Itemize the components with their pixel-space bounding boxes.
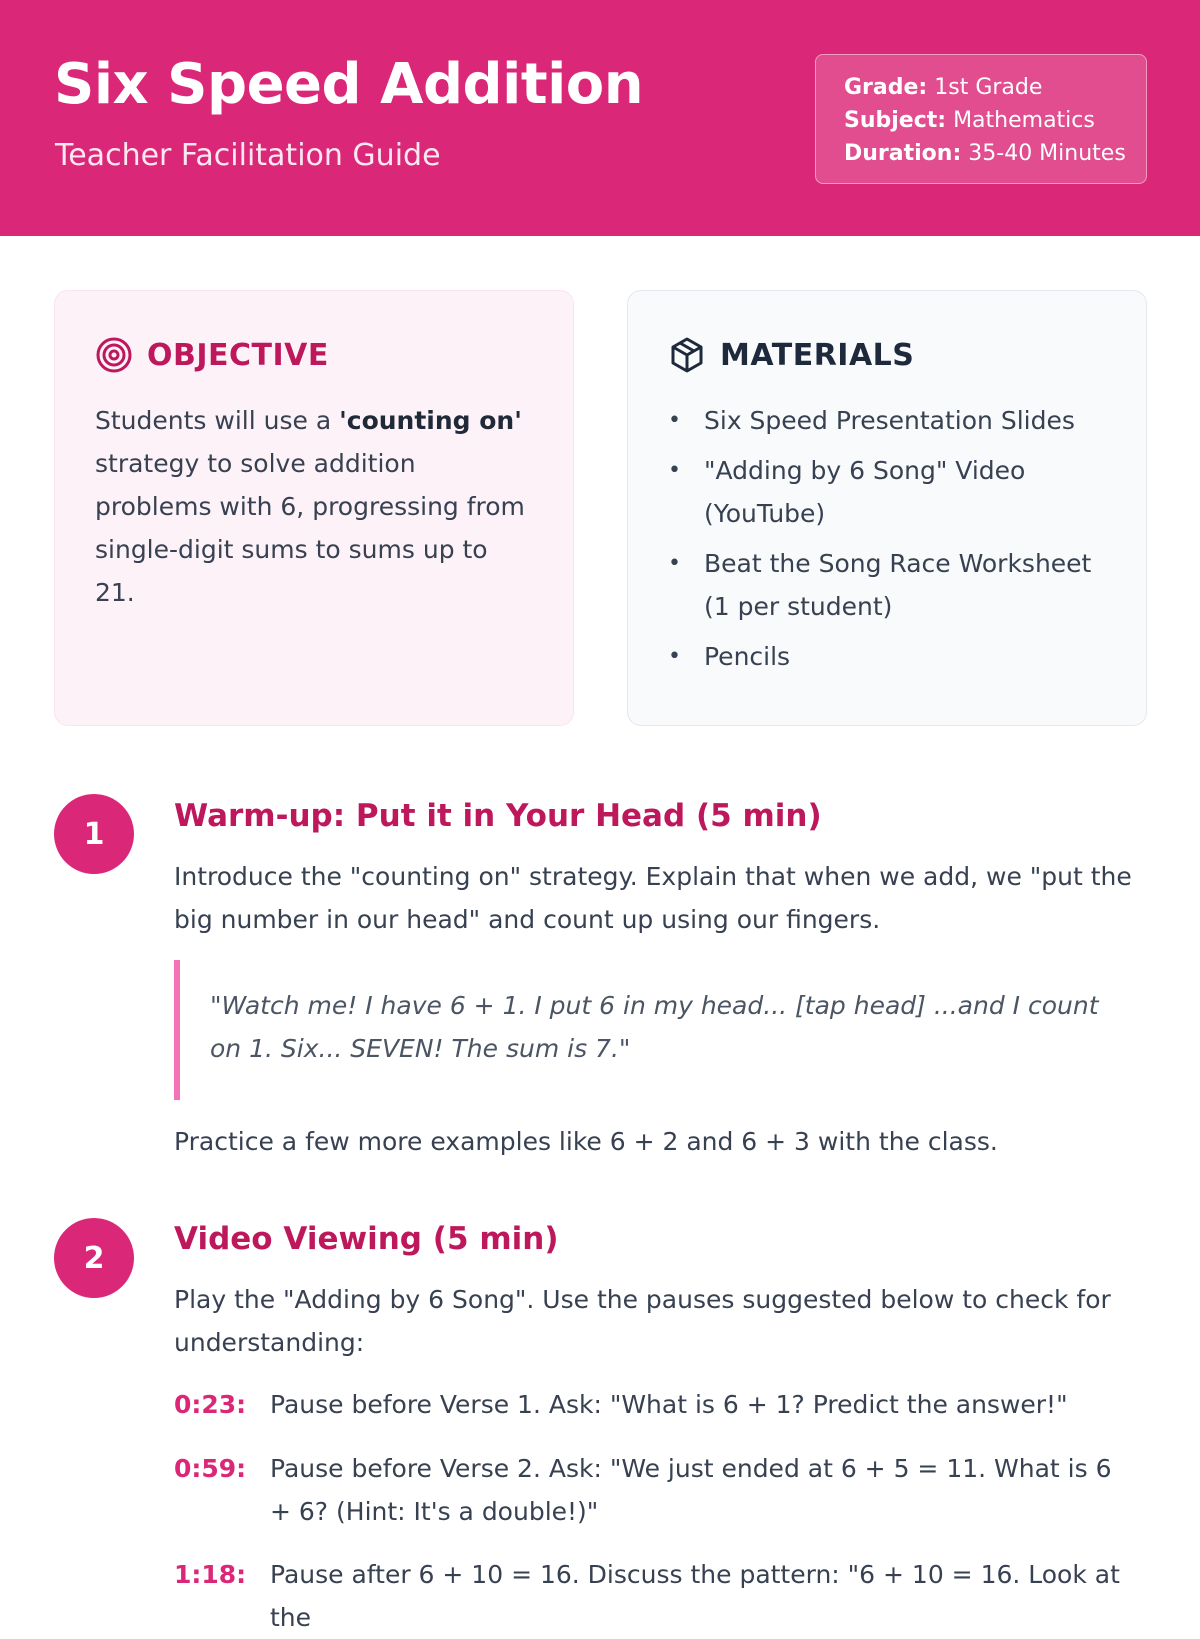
materials-header	[668, 333, 1106, 377]
meta-grade-value: 1st Grade	[934, 75, 1043, 100]
objective-text	[95, 399, 533, 614]
objective-title: OBJECTIVE	[147, 337, 329, 373]
meta-subject-label: Subject:	[844, 108, 947, 133]
meta-grade-label: Grade:	[844, 75, 928, 100]
objective-text-end: strategy to solve addition problems with 6, progressing from single-digit sums to sums up to 21.	[95, 449, 525, 607]
step-2-intro: Play the "Adding by 6 Song". Use the pauses suggested below to check for understanding:	[174, 1285, 1111, 1357]
list-item: • Pencils	[668, 642, 791, 671]
meta-duration	[844, 137, 1146, 170]
objective-text-bold: 'counting on'	[339, 406, 522, 435]
materials-title: MATERIALS	[720, 337, 915, 373]
lesson-meta-box	[815, 54, 1147, 184]
material-text: "Adding by 6 Song" Video (YouTube)	[704, 456, 1026, 528]
material-text: Beat the Song Race Worksheet (1 per student)	[704, 549, 1092, 621]
step-title-2: Video Viewing (5 min)	[174, 1221, 559, 1257]
material-text: Pencils	[704, 642, 791, 671]
page-title: Six Speed Addition	[54, 52, 644, 117]
list-item: • Beat the Song Race Worksheet (1 per student)	[668, 549, 1092, 621]
objective-header	[95, 333, 533, 377]
step-number-1: 1	[54, 794, 134, 874]
pause-timestamp: 1:18:	[174, 1560, 247, 1589]
list-item: • Six Speed Presentation Slides	[668, 406, 1075, 435]
meta-subject	[844, 104, 1146, 137]
target-icon	[95, 336, 133, 374]
objective-card	[54, 290, 574, 726]
meta-duration-label: Duration:	[844, 141, 962, 166]
page-subtitle: Teacher Facilitation Guide	[55, 138, 441, 173]
step-1-intro: Introduce the "counting on" strategy. Explain that when we add, we "put the big number in our head" and count up using our fingers.	[174, 862, 1132, 934]
step-number-2: 2	[54, 1218, 134, 1298]
materials-card	[627, 290, 1147, 726]
material-text: Six Speed Presentation Slides	[704, 406, 1075, 435]
pause-timestamp: 0:59:	[174, 1454, 247, 1483]
list-item: • "Adding by 6 Song" Video (YouTube)	[668, 456, 1026, 528]
step-title-1: Warm-up: Put it in Your Head (5 min)	[174, 798, 822, 834]
step-1-quote: "Watch me! I have 6 + 1. I put 6 in my head... [tap head] ...and I count on 1. Six... SEVEN! The sum is 7."	[174, 960, 1134, 1100]
pause-text: Pause before Verse 2. Ask: "We just ended at 6 + 5 = 11. What is 6 + 6? (Hint: It's a double!)"	[270, 1454, 1112, 1526]
meta-grade	[844, 71, 1146, 104]
meta-subject-value: Mathematics	[953, 108, 1095, 133]
pause-timestamp: 0:23:	[174, 1390, 247, 1419]
materials-list	[668, 399, 1106, 678]
box-icon	[668, 336, 706, 374]
pause-text: Pause before Verse 1. Ask: "What is 6 + 1? Predict the answer!"	[270, 1390, 1068, 1419]
objective-text-start: Students will use a	[95, 406, 340, 435]
page-header	[0, 0, 1200, 236]
step-1-outro: Practice a few more examples like 6 + 2 and 6 + 3 with the class.	[174, 1127, 998, 1156]
pause-text: Pause after 6 + 10 = 16. Discuss the pattern: "6 + 10 = 16. Look at the	[270, 1560, 1120, 1632]
meta-duration-value: 35-40 Minutes	[968, 141, 1126, 166]
